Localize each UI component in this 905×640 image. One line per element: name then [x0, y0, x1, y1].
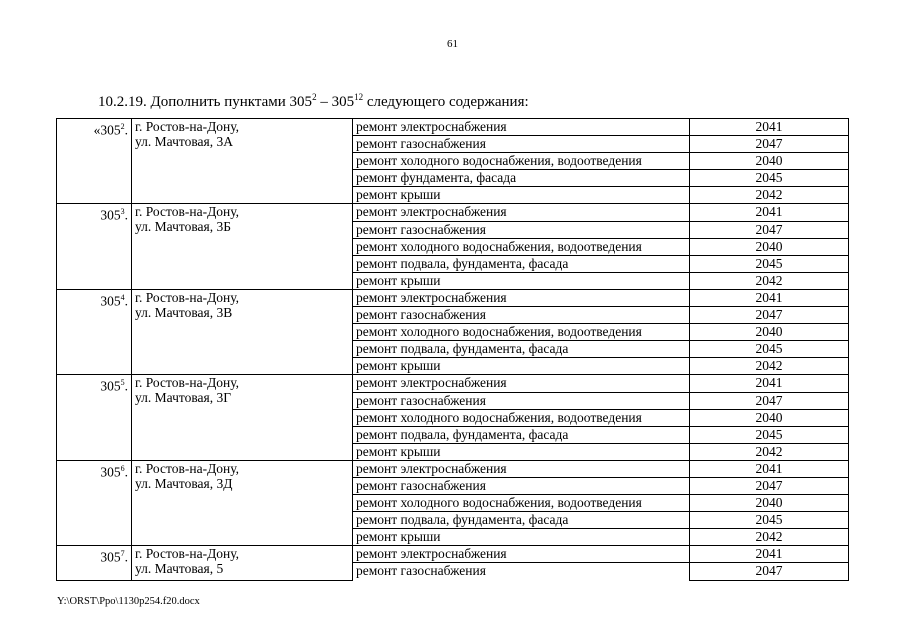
item-number-sup: 5 — [120, 378, 125, 388]
address-street: ул. Мачтовая, 3Д — [135, 475, 233, 491]
work-type: ремонт холодного водоснабжения, водоотведения — [353, 324, 690, 341]
item-number — [57, 289, 132, 374]
work-type: ремонт крыши — [353, 529, 690, 546]
address-cell — [132, 289, 353, 374]
address-street: ул. Мачтовая, 3Г — [135, 390, 232, 406]
work-type: ремонт газоснабжения — [353, 136, 690, 153]
work-type: ремонт электроснабжения — [353, 375, 690, 392]
work-type: ремонт газоснабжения — [353, 307, 690, 324]
item-number-sup: 6 — [120, 463, 125, 473]
work-year: 2042 — [690, 443, 849, 460]
address-cell — [132, 204, 353, 289]
work-type: ремонт подвала, фундамента, фасада — [353, 255, 690, 272]
address-cell — [132, 546, 353, 580]
work-type: ремонт крыши — [353, 187, 690, 204]
item-number-dot: . — [124, 122, 128, 138]
item-number — [57, 460, 132, 545]
table-row — [57, 119, 849, 136]
address-cell — [132, 375, 353, 460]
work-type: ремонт электроснабжения — [353, 546, 690, 563]
item-number-base: 305 — [100, 207, 121, 223]
address-street: ул. Мачтовая, 3В — [135, 304, 233, 320]
work-year: 2041 — [690, 119, 849, 136]
work-type: ремонт крыши — [353, 272, 690, 289]
work-year: 2041 — [690, 204, 849, 221]
item-number-sup: 2 — [120, 122, 125, 131]
work-year: 2047 — [690, 136, 849, 153]
work-year: 2042 — [690, 529, 849, 546]
address-city: г. Ростов-на-Дону, — [135, 289, 240, 305]
item-number-sup: 7 — [120, 549, 125, 559]
work-year: 2045 — [690, 512, 849, 529]
page-number: 61 — [447, 38, 458, 50]
work-type: ремонт газоснабжения — [353, 477, 690, 494]
work-year: 2045 — [690, 341, 849, 358]
work-year: 2045 — [690, 426, 849, 443]
work-type: ремонт крыши — [353, 443, 690, 460]
work-type: ремонт электроснабжения — [353, 204, 690, 221]
item-number-dot: . — [124, 293, 128, 309]
work-year: 2041 — [690, 546, 849, 563]
work-year: 2040 — [690, 238, 849, 255]
address-street: ул. Мачтовая, 3А — [135, 134, 234, 149]
work-type: ремонт электроснабжения — [353, 460, 690, 477]
work-year: 2040 — [690, 324, 849, 341]
work-year: 2045 — [690, 255, 849, 272]
heading-sup-end: 12 — [354, 92, 364, 102]
address-street: ул. Мачтовая, 3Б — [135, 219, 232, 235]
work-type: ремонт холодного водоснабжения, водоотведения — [353, 153, 690, 170]
section-heading — [98, 92, 529, 111]
address-city: г. Ростов-на-Дону, — [135, 460, 240, 476]
table-row — [57, 546, 849, 563]
work-year: 2045 — [690, 170, 849, 187]
address-cell — [132, 119, 353, 204]
item-number-dot: . — [124, 464, 128, 480]
work-year: 2047 — [690, 221, 849, 238]
work-type: ремонт газоснабжения — [353, 221, 690, 238]
item-number-dot: . — [124, 207, 128, 223]
item-number-dot: . — [124, 378, 128, 394]
table-row — [57, 204, 849, 221]
item-number-base: 305 — [100, 378, 121, 394]
work-year: 2042 — [690, 358, 849, 375]
work-type: ремонт электроснабжения — [353, 289, 690, 306]
work-year: 2042 — [690, 272, 849, 289]
item-number-base: 305 — [100, 464, 121, 480]
work-type: ремонт подвала, фундамента, фасада — [353, 512, 690, 529]
work-year: 2041 — [690, 460, 849, 477]
work-type: ремонт холодного водоснабжения, водоотведения — [353, 238, 690, 255]
work-year: 2040 — [690, 495, 849, 512]
address-cell — [132, 460, 353, 545]
works-table — [56, 118, 849, 581]
work-type: ремонт холодного водоснабжения, водоотведения — [353, 495, 690, 512]
work-type: ремонт крыши — [353, 358, 690, 375]
item-number — [57, 546, 132, 580]
work-type: ремонт подвала, фундамента, фасада — [353, 341, 690, 358]
item-number-base: «305 — [93, 122, 121, 138]
work-year: 2047 — [690, 392, 849, 409]
address-city: г. Ростов-на-Дону, — [135, 375, 240, 391]
item-number-dot: . — [124, 549, 128, 565]
address-street: ул. Мачтовая, 5 — [135, 561, 224, 577]
work-year: 2047 — [690, 563, 849, 580]
address-city: г. Ростов-на-Дону, — [135, 546, 240, 562]
work-type: ремонт электроснабжения — [353, 119, 690, 136]
work-year: 2041 — [690, 375, 849, 392]
item-number — [57, 375, 132, 460]
work-type: ремонт газоснабжения — [353, 563, 690, 580]
item-number-sup: 4 — [120, 292, 125, 302]
table-row — [57, 460, 849, 477]
work-year: 2042 — [690, 187, 849, 204]
work-year: 2041 — [690, 289, 849, 306]
heading-prefix: 10.2.19. Дополнить пунктами 305 — [98, 94, 313, 110]
item-number — [57, 119, 132, 204]
work-year: 2040 — [690, 409, 849, 426]
work-year: 2047 — [690, 307, 849, 324]
heading-dash: – 305 — [316, 94, 355, 110]
item-number-base: 305 — [100, 293, 121, 309]
heading-suffix: следующего содержания: — [363, 94, 529, 110]
work-type: ремонт холодного водоснабжения, водоотведения — [353, 409, 690, 426]
work-year: 2047 — [690, 477, 849, 494]
address-city: г. Ростов-на-Дону, — [135, 204, 240, 220]
heading-sup-start: 2 — [312, 92, 317, 102]
work-year: 2040 — [690, 153, 849, 170]
works-table-body — [57, 119, 849, 581]
item-number-base: 305 — [100, 549, 121, 565]
work-type: ремонт фундамента, фасада — [353, 170, 690, 187]
address-city: г. Ростов-на-Дону, — [135, 119, 240, 134]
item-number-sup: 3 — [120, 207, 125, 217]
footer-file-path: Y:\ORST\Ppo\1130p254.f20.docx — [57, 596, 200, 607]
work-type: ремонт подвала, фундамента, фасада — [353, 426, 690, 443]
work-type: ремонт газоснабжения — [353, 392, 690, 409]
table-row — [57, 375, 849, 392]
table-row — [57, 289, 849, 306]
item-number — [57, 204, 132, 289]
